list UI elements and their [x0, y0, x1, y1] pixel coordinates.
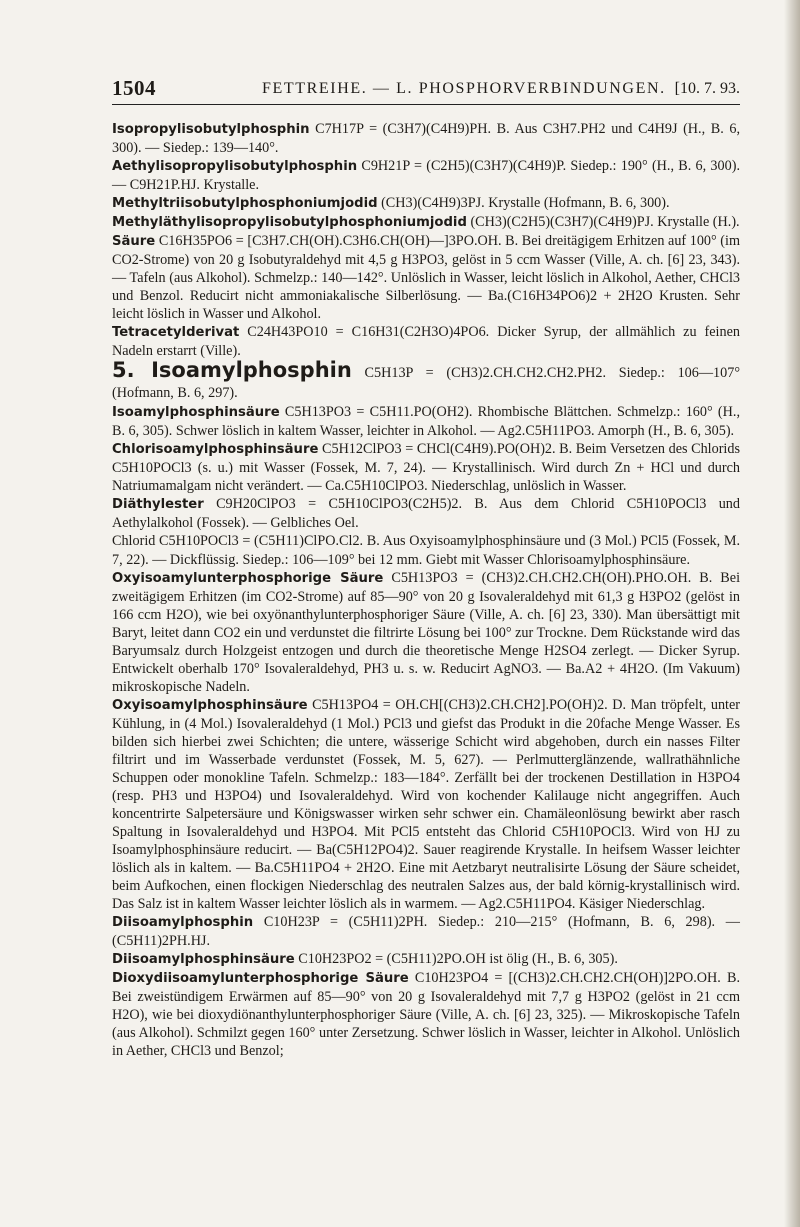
- entry-paragraph: [112, 157, 740, 194]
- entry-paragraph: [112, 569, 740, 696]
- entry-lead: Diäthylester: [112, 497, 204, 512]
- entry-text: C10H23PO2 = (C5H11)2PO.OH ist ölig (H., B. 6, 305).: [294, 951, 618, 967]
- entry-paragraph: [112, 532, 740, 569]
- entry-lead: Methyläthylisopropylisobutylphosphoniumjodid: [112, 215, 467, 230]
- entry-paragraph: [112, 403, 740, 440]
- entry-lead: Diisoamylphosphin: [112, 915, 254, 930]
- entry-text: C5H13PO4 = OH.CH[(CH3)2.CH.CH2].PO(OH)2. D. Man tröpfelt, unter Kühlung, in (4 Mol.) Isovaleraldehyd (1 Mol.) PCl3 und giefst das Produkt in die 20fache Menge Wasser. Es bilden sich hierbei zwei Schichten; die untere, wässerige Schicht wird abgehoben, durch ein nasses Filter filtrirt und im Wasserbade verdunstet (Fossek, M. 5, 627). — Perlmutterglänzende, wallrathähnliche Schuppen oder monokline Tafeln. Schmelzp.: 183—184°. Zerfällt bei der trockenen Destillation in H3PO4 (resp. PH3 und H3PO4) und Isovaleraldehyd. Wird von kochender Kalilauge nicht angegriffen. Auch koncentrirte Salpetersäure und Königswasser wirken sehr schwer ein. Chamäleonlösung bewirkt aber rasch Spaltung in Isovaleraldehyd und H3PO4. Mit PCl5 entsteht das Chlorid C5H10POCl3. Wird von HJ zu Isoamylphosphinsäure reducirt. — Ba(C5H12PO4)2. Sauer reagirende Krystalle. In heifsem Wasser leichter löslich als in kaltem. — Ba.C5H11PO4 + 2H2O. Eine mit Aetzbaryt neutralisirte Lösung der Säure scheidet, beim Aufkochen, einen flockigen Niederschlag des neutralen Salzes aus, der bald körnig-krystallinisch wird. Das Salz ist in kaltem Wasser leichter löslich als in warmem. — Ag2.C5H11PO4. Käsiger Niederschlag.: [112, 697, 740, 912]
- entry-lead: Isoamylphosphinsäure: [112, 405, 280, 420]
- entry-paragraph: [112, 440, 740, 495]
- entry-text: (CH3)(C4H9)3PJ. Krystalle (Hofmann, B. 6, 300).: [377, 195, 670, 211]
- entry-lead: Dioxydiisoamylunterphosphorige Säure: [112, 971, 409, 986]
- entry-paragraph: [112, 913, 740, 950]
- entry-paragraph: [112, 120, 740, 157]
- entry-lead: Aethylisopropylisobutylphosphin: [112, 159, 358, 174]
- entry-lead: Chlorisoamylphosphinsäure: [112, 442, 319, 457]
- section-heading-paragraph: [112, 360, 740, 403]
- entry-lead: Tetracetylderivat: [112, 325, 240, 340]
- running-header: [112, 74, 740, 105]
- entry-paragraph: [112, 232, 740, 323]
- entry-lead: Oxyisoamylphosphinsäure: [112, 698, 308, 713]
- entry-lead: Säure: [112, 234, 156, 249]
- header-date: [10. 7. 93.: [674, 80, 740, 97]
- entry-paragraph: [112, 194, 740, 213]
- entry-lead: Isopropylisobutylphosphin: [112, 122, 310, 137]
- entry-paragraph: [112, 696, 740, 913]
- entry-paragraph: [112, 495, 740, 532]
- entry-paragraph: [112, 213, 740, 232]
- entry-paragraph: [112, 950, 740, 969]
- entry-text: C24H43PO10 = C16H31(C2H3O)4PO6. Dicker Syrup, der allmählich zu feinen Nadeln erstarrt (Ville).: [112, 324, 740, 359]
- entry-text: C10H23PO4 = [(CH3)2.CH.CH2.CH(OH)]2PO.OH. B. Bei zweistündigem Erwärmen auf 85—90° von 20 g Isovaleraldehyd mit 7,7 g H3PO2 (gelöst in 21 ccm H2O), wie bei dioxydiönanthylunterphosphoriger Säure (Ville, A. ch. [6] 23, 325). — Mikroskopische Tafeln (aus Alkohol). Schmilzt gegen 160° unter Zersetzung. Schwer löslich in Wasser, leichter in Alkohol. Unlöslich in Aether, CHCl3 und Benzol;: [112, 970, 740, 1059]
- running-title: FETTREIHE. — L. PHOSPHORVERBINDUNGEN.: [262, 80, 666, 97]
- entry-text: C5H12ClPO3 = CHCl(C4H9).PO(OH)2. B. Beim Versetzen des Chlorids C5H10POCl3 (s. u.) mit Wasser (Fossek, M. 7, 24). — Krystallinisch. Wird durch Zn + HCl und durch Natriumamalgam nicht verändert. — Ca.C5H10ClPO3. Niederschlag, unlöslich in Wasser.: [112, 441, 740, 494]
- entry-paragraph: [112, 969, 740, 1060]
- entry-text: C5H13PO3 = (CH3)2.CH.CH2.CH(OH).PHO.OH. B. Bei zweitägigem Erhitzen (im CO2-Strome) auf 85—90° von 20 g Isovaleraldehyd mit 61,3 g H3PO2 (gelöst in 166 ccm H2O), wie bei oxyönanthylunterphosphoriger Säure (Ville, A. ch. [6] 23, 330). Man übersättigt mit Baryt, leitet dann CO2 ein und verdunstet die filtrirte Lösung bei 100° zur Trockne. Dem Rückstande wird das Baryumsalz durch Holzgeist entzogen und durch die theoretische Menge H2SO4 zerlegt. — Dicker Syrup. Entwickelt oberhalb 170° Isovaleraldehyd, PH3 u. s. w. Reducirt AgNO3. — Ba.A2 + 4H2O. (Im Vakuum) mikroskopische Nadeln.: [112, 570, 741, 695]
- page-edge-shadow: [784, 0, 800, 1227]
- entry-lead: Diisoamylphosphinsäure: [112, 952, 295, 967]
- entry-text: Chlorid C5H10POCl3 = (C5H11)ClPO.Cl2. B. Aus Oxyisoamylphosphinsäure und (3 Mol.) PCl5 (Fossek, M. 7, 22). — Dickflüssig. Siedep.: 106—109° bei 12 mm. Giebt mit Wasser Chlorisoamylphosphinsäure.: [112, 533, 740, 568]
- entry-text: C5H13PO3 = C5H11.PO(OH2). Rhombische Blättchen. Schmelzp.: 160° (H., B. 6, 305). Schwer löslich in kaltem Wasser, leichter in Alkohol. — Ag2.C5H11PO3. Amorph (H., B. 6, 305).: [112, 404, 740, 439]
- page-number: 1504: [112, 76, 156, 100]
- entry-text: C7H17P = (C3H7)(C4H9)PH. B. Aus C3H7.PH2 und C4H9J (H., B. 6, 300). — Siedep.: 139—140°.: [112, 121, 740, 156]
- section-title: 5. Isoamylphosphin: [112, 358, 352, 382]
- page-body: [112, 120, 740, 1060]
- entry-text: C5H13P = (CH3)2.CH.CH2.CH2.PH2. Siedep.: 106—107° (Hofmann, B. 6, 297).: [112, 365, 740, 401]
- entry-text: C10H23P = (C5H11)2PH. Siedep.: 210—215° (Hofmann, B. 6, 298). — (C5H11)2PH.HJ.: [112, 914, 740, 949]
- entry-text: C16H35PO6 = [C3H7.CH(OH).C3H6.CH(OH)—]3PO.OH. B. Bei dreitägigem Erhitzen auf 100° (im CO2-Strome) von 20 g Isobutyraldehyd mit 4,5 g H3PO3, gelöst in 5 ccm Wasser (Ville, A. ch. [6] 23, 343). — Tafeln (aus Alkohol). Schmelzp.: 140—142°. Unlöslich in Wasser, leicht löslich in Alkohol, Aether, CHCl3 und Benzol. Reducirt nicht ammoniakalische Silberlösung. — Ba.(C16H34PO6)2 + 2H2O Krusten. Sehr leicht löslich in Wasser und Alkohol.: [112, 233, 740, 322]
- entry-text: C9H20ClPO3 = C5H10ClPO3(C2H5)2. B. Aus dem Chlorid C5H10POCl3 und Aethylalkohol (Fossek). — Gelbliches Oel.: [112, 496, 740, 531]
- entry-paragraph: [112, 323, 740, 360]
- entry-text: C9H21P = (C2H5)(C3H7)(C4H9)P. Siedep.: 190° (H., B. 6, 300). — C9H21P.HJ. Krystalle.: [112, 158, 740, 193]
- entry-text: (CH3)(C2H5)(C3H7)(C4H9)PJ. Krystalle (H.).: [466, 214, 740, 230]
- entry-lead: Oxyisoamylunterphosphorige Säure: [112, 571, 384, 586]
- entry-lead: Methyltriisobutylphosphoniumjodid: [112, 196, 378, 211]
